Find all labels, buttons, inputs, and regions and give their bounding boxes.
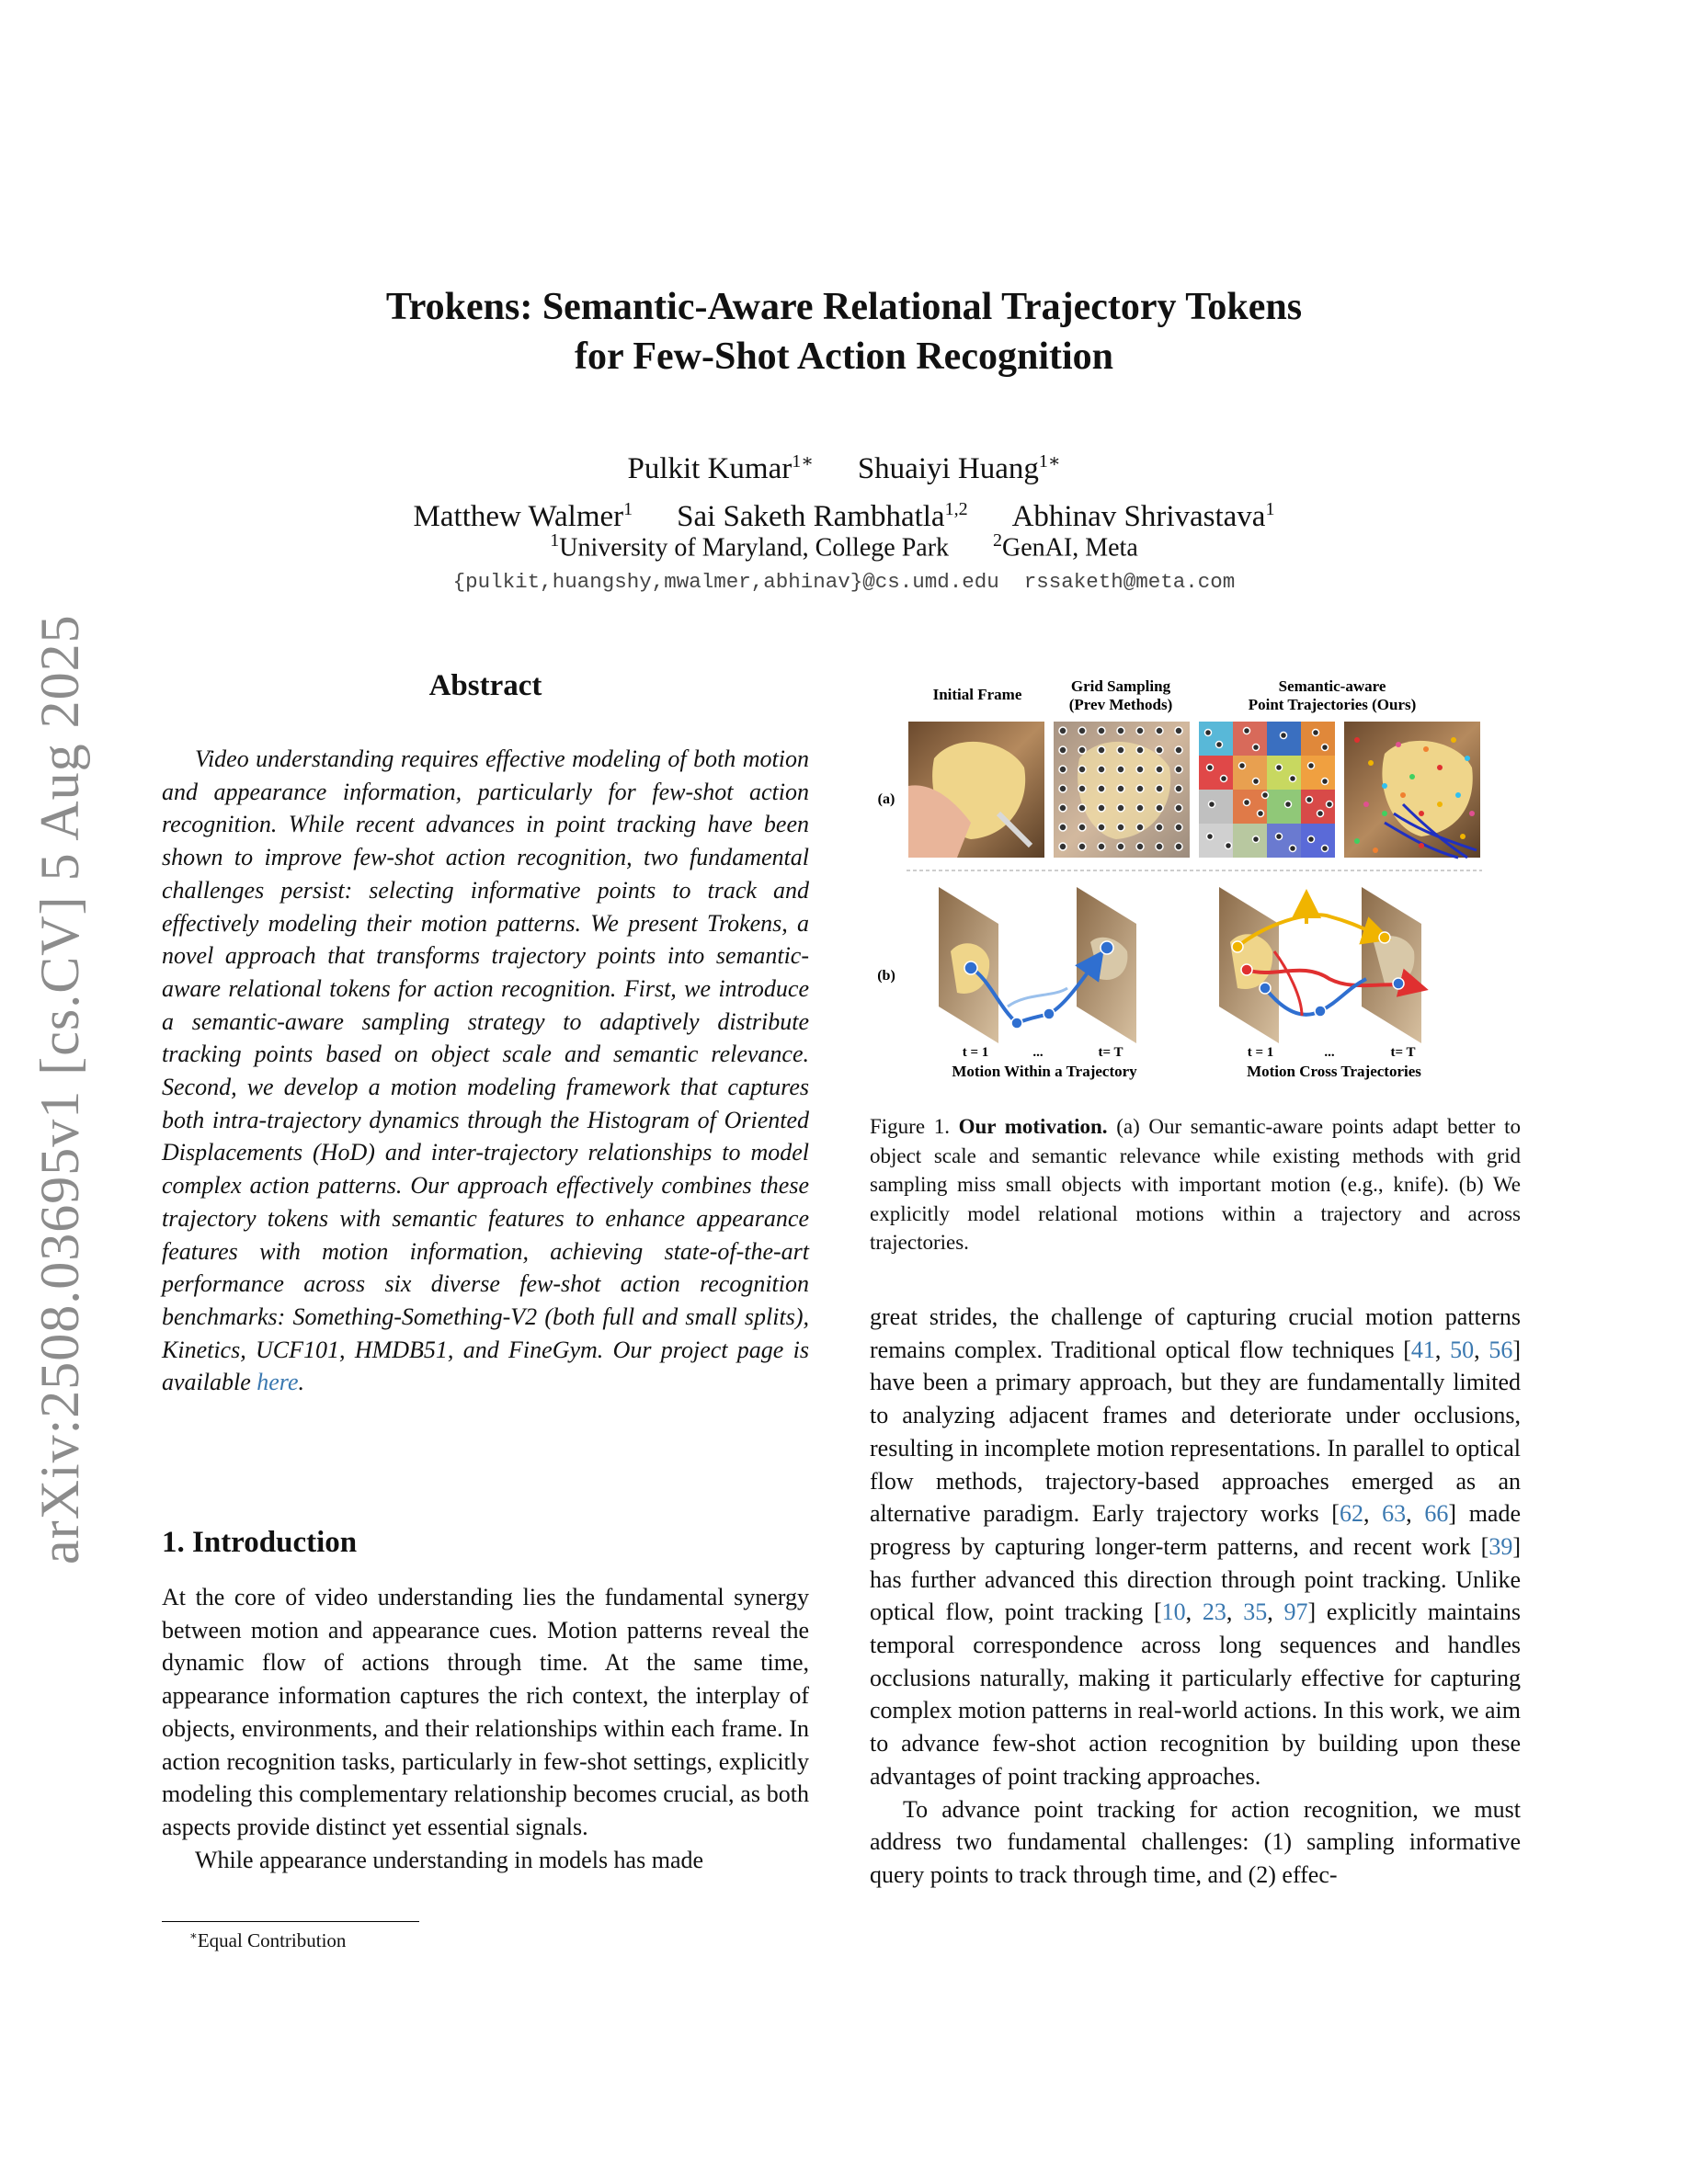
footnote-mark: ∗ xyxy=(189,1928,198,1942)
sample-point xyxy=(1098,824,1105,831)
sample-point xyxy=(1460,834,1466,839)
caption-text: (a) Our semantic-aware points adapt better to object scale and semantic relevance while existing methods with grid sampling miss small objects with important motion (e.g., knife). (b) We explicitly model relational motions within a trajectory and across trajectories. xyxy=(870,1115,1521,1254)
label-motion-within: Motion Within a Trajectory xyxy=(952,1063,1137,1080)
figure-1 xyxy=(870,676,1521,1080)
sample-point xyxy=(1136,766,1144,773)
semantic-segments-image xyxy=(1199,722,1335,858)
sample-point xyxy=(1156,746,1163,754)
sample-point xyxy=(1175,766,1182,773)
author-sup: 1∗ xyxy=(792,451,814,472)
sample-point xyxy=(1156,727,1163,734)
row-label-a: (a) xyxy=(877,791,895,807)
citation-63[interactable]: 63 xyxy=(1382,1500,1407,1528)
caption-prefix: Figure 1. xyxy=(870,1115,959,1138)
sample-point xyxy=(1117,824,1124,831)
citation-10[interactable]: 10 xyxy=(1161,1598,1186,1626)
citation-39[interactable]: 39 xyxy=(1488,1532,1513,1560)
column-2-text xyxy=(870,1301,1521,1892)
sample-point xyxy=(1117,804,1124,812)
header-semantic-aware: Semantic-aware xyxy=(1278,677,1386,695)
footnote-text: Equal Contribution xyxy=(197,1929,347,1951)
author-name: Pulkit Kumar xyxy=(627,452,793,485)
sample-point xyxy=(1117,843,1124,850)
sample-point xyxy=(1098,727,1105,734)
row-label-b: (b) xyxy=(877,968,895,984)
abstract-body: Video understanding requires effective modeling of both motion and appearance information, particularly for few-shot action recognition. While recent advances in point tracking have been shown to improve few-shot action recognition, two fundamental challenges persist: selecting informative points to track and effectively modeling their motion patterns. We present Trokens, a novel approach that transforms trajectory points into semantic-aware relational tokens for action recognition. First, we introduce a semantic-aware sampling strategy to adaptively distribute tracking points based on object scale and semantic relevance. Second, we develop a motion modeling framework that captures both intra-trajectory dynamics through the Histogram of Oriented Displacements (HoD) and inter-trajectory relationships to model complex action patterns. Our approach effectively combines these trajectory tokens with semantic features to enhance appearance features with motion information, achieving state-of-the-art performance across six diverse few-shot action recognition benchmarks: Something-Something-V2 (both full and small splits), Kinetics, UCF101, HMDB51, and FineGym. Our project page is available xyxy=(162,745,809,1396)
sample-point xyxy=(1373,847,1378,853)
sample-point xyxy=(1382,783,1387,789)
time-label-right-end: t= T xyxy=(1390,1045,1416,1060)
sample-point xyxy=(1368,760,1374,766)
citation-97[interactable]: 97 xyxy=(1283,1598,1308,1626)
sample-point xyxy=(1290,776,1296,782)
sample-point xyxy=(1226,843,1232,849)
title-line-2: for Few-Shot Action Recognition xyxy=(574,336,1113,378)
sample-point xyxy=(1437,802,1443,807)
sample-point xyxy=(1059,727,1066,734)
author-sup: 1 xyxy=(1265,499,1275,519)
sample-point xyxy=(1136,785,1144,792)
sample-point xyxy=(1136,824,1144,831)
sample-point xyxy=(1207,834,1214,840)
sample-point xyxy=(1078,785,1086,792)
sample-point xyxy=(1455,792,1461,798)
footnote xyxy=(189,1928,346,1952)
sample-point xyxy=(1098,785,1105,792)
sample-point xyxy=(1175,785,1182,792)
paper-title xyxy=(276,282,1412,381)
header-point-trajectories: Point Trajectories (Ours) xyxy=(1248,696,1417,713)
author-sup: 1 xyxy=(623,499,633,519)
sample-point xyxy=(1117,766,1124,773)
emails: {pulkit,huangshy,mwalmer,abhinav}@cs.umd.edu rssaketh@meta.com xyxy=(452,570,1236,594)
sample-point xyxy=(1253,745,1260,751)
caption-bold: Our motivation. xyxy=(958,1115,1108,1138)
sample-point xyxy=(1244,728,1250,734)
sep: , xyxy=(1434,1336,1451,1363)
sample-point xyxy=(1078,766,1086,773)
sample-point xyxy=(1098,843,1105,850)
author-name: Shuaiyi Huang xyxy=(857,452,1039,485)
affil-name: GenAI, Meta xyxy=(1002,533,1138,563)
sample-point xyxy=(1175,727,1182,734)
sample-point xyxy=(1216,742,1223,748)
abstract-end: . xyxy=(298,1369,304,1396)
sample-point xyxy=(1322,745,1329,751)
sample-point xyxy=(1419,811,1424,816)
figure-caption xyxy=(870,1112,1521,1257)
sample-point xyxy=(1244,800,1250,806)
header-grid-sampling: Grid Sampling xyxy=(1070,677,1171,695)
header-initial-frame: Initial Frame xyxy=(932,686,1022,703)
sample-point xyxy=(1059,785,1066,792)
sample-point xyxy=(1354,737,1360,743)
sample-point xyxy=(1290,846,1296,852)
sep: , xyxy=(1363,1500,1383,1528)
sample-point xyxy=(1253,836,1260,843)
sample-point xyxy=(1285,802,1292,808)
footnote-rule xyxy=(162,1921,419,1922)
sample-point xyxy=(1136,746,1144,754)
citation-23[interactable]: 23 xyxy=(1202,1598,1226,1626)
sample-point xyxy=(1400,792,1406,798)
sample-point xyxy=(1396,742,1401,747)
time-label-left-end: t= T xyxy=(1098,1045,1123,1060)
sample-point xyxy=(1363,802,1369,807)
sample-point xyxy=(1308,763,1315,769)
abstract-text xyxy=(162,743,809,1399)
sample-point xyxy=(1327,802,1333,808)
citation-62[interactable]: 62 xyxy=(1339,1500,1363,1528)
sample-point xyxy=(1078,843,1086,850)
time-label-left-dots: ... xyxy=(1032,1045,1044,1060)
author-sup: 1,2 xyxy=(944,499,968,519)
sample-point xyxy=(1221,776,1227,782)
sample-point xyxy=(1276,765,1283,771)
affil-name: University of Maryland, College Park xyxy=(559,533,950,563)
sample-point xyxy=(1078,746,1086,754)
time-label-right-start: t = 1 xyxy=(1247,1045,1274,1060)
sample-point xyxy=(1156,766,1163,773)
text-run: ] made progress by capturing longer-term patterns, and recent work [ xyxy=(870,1500,1521,1560)
sample-point xyxy=(1175,804,1182,812)
sample-point xyxy=(1059,843,1066,850)
sample-point xyxy=(1469,811,1475,816)
sample-point xyxy=(1262,792,1269,799)
time-label-right-dots: ... xyxy=(1324,1045,1335,1060)
intro-text xyxy=(162,1581,809,1876)
sep: , xyxy=(1185,1598,1203,1626)
text-run: ] have been a primary approach, but they are fundamentally limited to analyzing adjacent frames and deteriorate under occlusions, resulting in incomplete motion representations. In parallel to optical flow methods, trajectory-based approaches emerged as an alternative paradigm. Early trajectory works [ xyxy=(870,1336,1521,1528)
sample-point xyxy=(1308,836,1315,843)
sample-point xyxy=(1136,804,1144,812)
sample-point xyxy=(1156,785,1163,792)
sep: , xyxy=(1226,1598,1244,1626)
author-name: Matthew Walmer xyxy=(413,500,624,533)
motion-within-trajectory-diagram xyxy=(939,887,1136,1043)
sep: , xyxy=(1406,1500,1425,1528)
affiliations xyxy=(276,523,1412,565)
sample-point xyxy=(1117,727,1124,734)
sample-point xyxy=(1059,804,1066,812)
sample-point xyxy=(1451,737,1456,743)
sample-point xyxy=(1313,730,1319,736)
intro-heading: 1. Introduction xyxy=(162,1526,358,1559)
author-name: Abhinav Shrivastava xyxy=(1011,500,1266,533)
sep: , xyxy=(1474,1336,1489,1363)
sample-point xyxy=(1409,774,1415,779)
sample-point xyxy=(1207,765,1214,771)
initial-frame-image xyxy=(908,722,1044,858)
sample-point xyxy=(1156,804,1163,812)
sample-point xyxy=(1253,779,1260,785)
sample-point xyxy=(1098,746,1105,754)
sample-point xyxy=(1322,846,1329,852)
sample-point xyxy=(1059,824,1066,831)
sample-point xyxy=(1276,834,1283,840)
sample-point xyxy=(1059,746,1066,754)
sample-point xyxy=(1156,824,1163,831)
sample-point xyxy=(1209,802,1215,808)
sample-point xyxy=(1156,843,1163,850)
arxiv-stamp: arXiv:2508.03695v1 [cs.CV] 5 Aug 2025 xyxy=(29,614,90,1564)
sample-point xyxy=(1078,804,1086,812)
col2-paragraph-2: To advance point tracking for action recognition, we must address two fundamental challenges: (1) sampling informative query points to track through time, and (2) effec- xyxy=(870,1795,1521,1888)
sample-point xyxy=(1205,730,1212,736)
sample-point xyxy=(1078,824,1086,831)
sample-point xyxy=(1322,779,1329,785)
sample-point xyxy=(1175,746,1182,754)
sample-point xyxy=(1098,804,1105,812)
label-motion-cross: Motion Cross Trajectories xyxy=(1247,1063,1421,1080)
project-page-link[interactable]: here xyxy=(257,1369,299,1396)
col2-paragraph-1 xyxy=(870,1301,1521,1793)
header-prev-methods: (Prev Methods) xyxy=(1068,696,1173,713)
sample-point xyxy=(1258,811,1264,817)
citation-35[interactable]: 35 xyxy=(1243,1598,1268,1626)
trajectory-overlay-image xyxy=(1344,722,1480,858)
intro-paragraph-2: While appearance understanding in models has made xyxy=(195,1846,704,1873)
citation-50[interactable]: 50 xyxy=(1450,1336,1475,1363)
affil-sup: 1 xyxy=(550,530,560,551)
sample-point xyxy=(1136,843,1144,850)
citation-41[interactable]: 41 xyxy=(1410,1336,1435,1363)
sample-point xyxy=(1078,727,1086,734)
grid-sampling-image xyxy=(1054,722,1190,858)
author-name: Sai Saketh Rambhatla xyxy=(677,500,945,533)
sample-point xyxy=(1423,746,1429,752)
text-run: great strides, the challenge of capturing crucial motion patterns remains complex. Traditional optical flow techniques [ xyxy=(870,1303,1521,1363)
sample-point xyxy=(1175,843,1182,850)
sample-point xyxy=(1281,733,1287,739)
sample-point xyxy=(1306,797,1313,803)
sample-point xyxy=(1382,811,1387,816)
sample-point xyxy=(1136,727,1144,734)
sample-point xyxy=(1059,766,1066,773)
text-run: ] explicitly maintains temporal correspondence across long sequences and handles occlusions naturally, making it particularly effective for capturing complex motion patterns in real-world actions. In this work, we aim to advance few-shot action recognition by building upon these advantages of point tracking approaches. xyxy=(870,1598,1521,1790)
sample-point xyxy=(1117,785,1124,792)
sample-point xyxy=(1437,765,1443,770)
title-line-1: Trokens: Semantic-Aware Relational Trajectory Tokens xyxy=(385,286,1303,328)
citation-66[interactable]: 66 xyxy=(1424,1500,1449,1528)
author-sup: 1∗ xyxy=(1038,451,1061,472)
sample-point xyxy=(1317,811,1324,817)
sample-point xyxy=(1419,843,1424,848)
sample-point xyxy=(1354,838,1360,844)
intro-paragraph-1: At the core of video understanding lies the fundamental synergy between motion and appearance cues. Motion patterns reveal the dynamic flow of actions through time. At the same time, appearance information captures the rich context, the interplay of objects, environments, and their relationships within each frame. In action recognition tasks, particularly in few-shot settings, explicitly modeling this complementary relationship becomes crucial, as both aspects provide distinct yet essential signals. xyxy=(162,1584,809,1840)
citation-56[interactable]: 56 xyxy=(1488,1336,1513,1363)
sample-point xyxy=(1239,763,1246,769)
sep: , xyxy=(1267,1598,1284,1626)
abstract-heading: Abstract xyxy=(428,669,542,702)
text-run: ] has further advanced this direction through point tracking. Unlike optical flow, point tracking [ xyxy=(870,1532,1521,1626)
sample-point xyxy=(1175,824,1182,831)
motion-cross-trajectories-diagram xyxy=(1219,887,1421,1043)
affil-sup: 2 xyxy=(993,530,1003,551)
sample-point xyxy=(1117,746,1124,754)
time-label-left-start: t = 1 xyxy=(962,1045,989,1060)
sample-point xyxy=(1465,756,1470,761)
sample-point xyxy=(1098,766,1105,773)
